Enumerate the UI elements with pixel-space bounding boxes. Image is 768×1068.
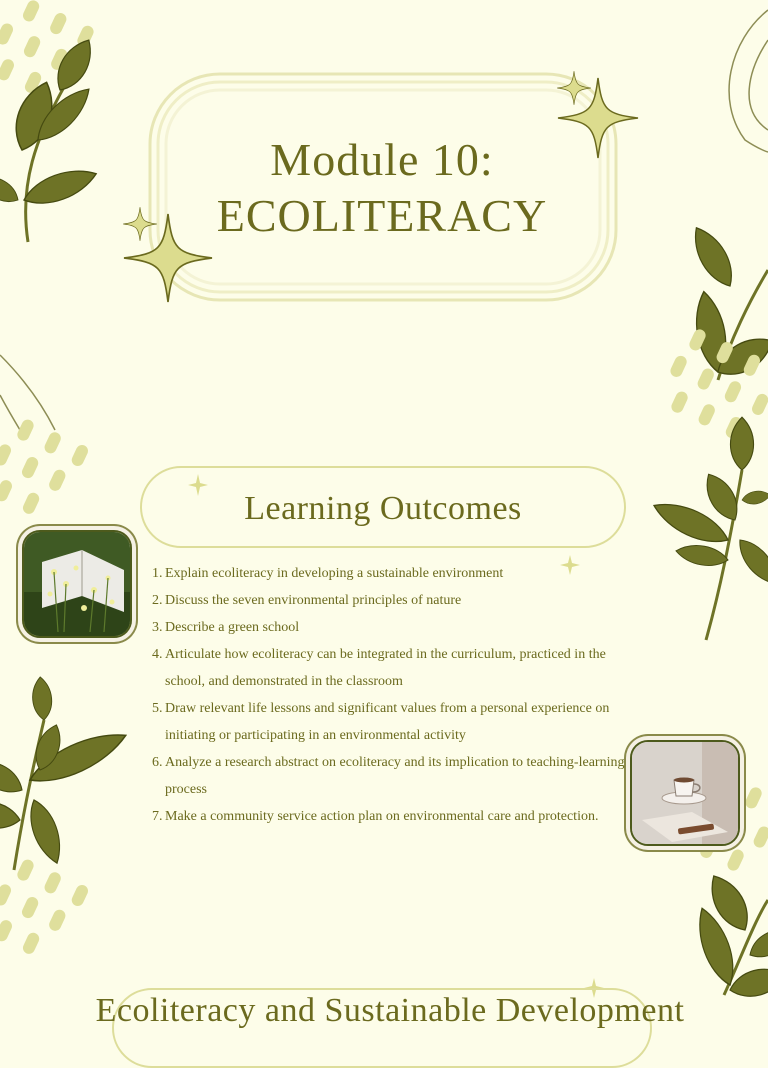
list-item-number: 6.	[152, 755, 163, 770]
list-item-text: Describe a green school	[165, 620, 300, 635]
list-item	[152, 749, 647, 803]
list-item-text: Explain ecoliteracy in developing a sustainable environment	[165, 566, 504, 581]
leaf-sprig-icon	[649, 417, 768, 640]
leaf-sprig-icon	[690, 869, 768, 1002]
list-item-text: Analyze a research abstract on ecoliteracy and its implication to teaching-learning process	[165, 755, 625, 797]
line-art-leaf-icon	[729, 10, 768, 152]
list-item-number: 1.	[152, 566, 163, 581]
coffee-cup-image	[632, 742, 738, 844]
leaf-sprig-icon	[0, 34, 100, 242]
list-item-number: 2.	[152, 593, 163, 608]
page-title-line1: Module 10:	[270, 134, 494, 185]
list-item	[152, 560, 647, 587]
page-title	[148, 132, 616, 244]
dot-pattern-icon	[0, 853, 90, 966]
list-item-number: 5.	[152, 701, 163, 716]
list-item-text: Draw relevant life lessons and significant values from a personal experience on initiating or participating in an environmental activity	[165, 701, 610, 743]
flowers-book-image	[24, 532, 130, 636]
list-item-number: 4.	[152, 647, 163, 662]
learning-outcomes-heading: Learning Outcomes	[244, 490, 522, 527]
list-item-text: Discuss the seven environmental principles of nature	[165, 593, 462, 608]
dot-pattern-icon	[0, 413, 90, 526]
list-item-text: Make a community service action plan on environmental care and protection.	[165, 809, 599, 824]
list-item-number: 3.	[152, 620, 163, 635]
learning-outcomes-list	[152, 560, 647, 830]
leaf-sprig-icon	[0, 676, 131, 870]
next-section-heading: Ecoliteracy and Sustainable Development	[95, 992, 685, 1029]
list-item	[152, 587, 647, 614]
line-art-leaf-icon	[0, 355, 55, 430]
list-item	[152, 614, 647, 641]
flowers-book-photo	[22, 530, 132, 638]
list-item	[152, 803, 647, 830]
list-item	[152, 641, 647, 695]
list-item-text: Articulate how ecoliteracy can be integrated in the curriculum, practiced in the school, and demonstrated in the classroom	[165, 647, 606, 689]
list-item-number: 7.	[152, 809, 163, 824]
list-item	[152, 695, 647, 749]
page-title-line2: ECOLITERACY	[216, 190, 548, 241]
